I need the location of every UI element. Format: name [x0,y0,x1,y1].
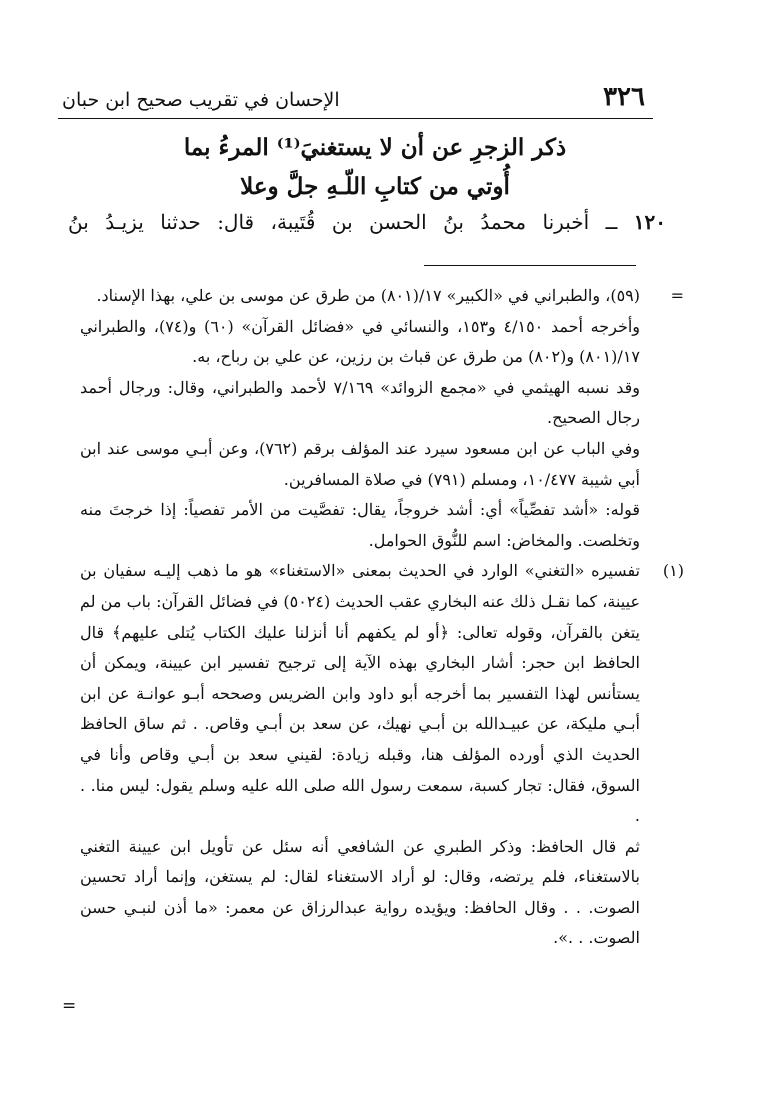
hadith-number: ١٢٠ [633,210,667,234]
continuation-marker: = [670,286,684,305]
hadith-chain: ــ أخبرنا محمدُ بنُ الحسن بن قُتَيبة، قال: حدثنا يزيـدُ بنُ [68,210,618,234]
footnote-continuation-paragraph [80,373,640,434]
footnote-1-paragraph [80,832,640,954]
hadith-text [68,207,666,237]
page-number: ٣٢٦ [603,82,645,112]
chapter-heading-line-1: ذكر الزجرِ عن أن لا يستغنيَ⁽¹⁾ المرءُ بما [183,134,567,161]
running-header [58,82,653,116]
chapter-heading-line-2: أُوتي من كتابِ اللّـهِ جلَّ وعلا [240,173,510,200]
footnote-1-marker: (١) [662,561,684,581]
footnote-continuation-paragraph [80,312,640,373]
footnotes [80,281,684,954]
footnote-continuation-paragraph [80,495,640,556]
footnote-continuation-paragraph [80,434,640,495]
chapter-heading [80,128,670,206]
footnote-text: تفسيره «التغني» الوارد في الحديث بمعنى «الاستغناء» هو ما ذهب إليـه سفيان بن عيينة، كما نقـل ذلك عنه البخاري عقب الحديث (٥٠٢٤) في فضائل القرآن: باب من لم يتغن بالقرآن، وقوله تعالى: ﴿أو لم يكفهم أنا أنزلنا عليك الكتاب يُتلى عليهم﴾ قال الحافظ ابن حجر: أشار البخاري بهذه الآية إلى ترجيح تفسير ابن عيينة، ويمكن أن يستأنس لهذا التفسير بما أخرجه أبو داود وابن الضريس وصححه أبـو عوانـة عن ابن أبـي مليكة، عن عبيـدالله بن أبـي نهيك، عن سعد بن أبـي وقاص. . ثم ساق الحافظ الحديث الذي أورده المؤلف هنا، وقبله زيادة: لقيني سعد بن أبـي وقاص وأنا في السوق، فقال: تجار كسبة، سمعت رسول الله صلى الله عليه وسلم يقول: ليس منا. . . [80,561,640,826]
footnote-separator [424,265,636,266]
footnote-continuation-paragraph [80,281,684,312]
footnote-text: وأخرجه أحمد ٤/١٥٠ و١٥٣، والنسائي في «فضائل القرآن» (٦٠) و(٧٤)، والطبراني ١٧/(٨٠١) و(٨٠٢) من طرق عن قباث بن رزين، عن علي بن رباح، به. [80,316,641,367]
footnote-text: وفي الباب عن ابن مسعود سيرد عند المؤلف برقم (٧٦٢)، وعن أبـي موسى عند ابن أبي شيبة ١٠/٤٧٧، ومسلم (٧٩١) في صلاة المسافرين. [80,438,641,489]
footnote-text: وقد نسبه الهيثمي في «مجمع الزوائد» ٧/١٦٩ لأحمد والطبراني، وقال: ورجال أحمد رجال الصحيح. [80,377,640,428]
footnote-1-paragraph [80,556,684,831]
footnote-text: قوله: «أشد تفصِّياً» أي: أشد خروجاً، يقال: تفصَّيت من الأمر تفصياً: إذا خرجتَ منه وتخلصت. والمخاض: اسم للنُّوق الحوامل. [80,500,640,550]
footnote-text: ثم قال الحافظ: وذكر الطبري عن الشافعي أنه سئل عن تأويل ابن عيينة التغني بالاستغناء، فلم يرتضه، وقال: لو أراد الاستغناء لقال: لم يستغن، وإنما أراد تحسين الصوت. . . وقال الحافظ: ويؤيده رواية عبدالرزاق عن معمر: «ما أذن لنبـي حسن الصوت. . .». [80,836,640,948]
footnote-end-marker: = [62,996,77,1016]
footnote-text: (٥٩)، والطبراني في «الكبير» ١٧/(٨٠١) من طرق عن موسى بن علي، بهذا الإسناد. [96,286,640,305]
book-title: الإحسان في تقريب صحيح ابن حبان [62,89,340,111]
header-rule [58,118,653,119]
